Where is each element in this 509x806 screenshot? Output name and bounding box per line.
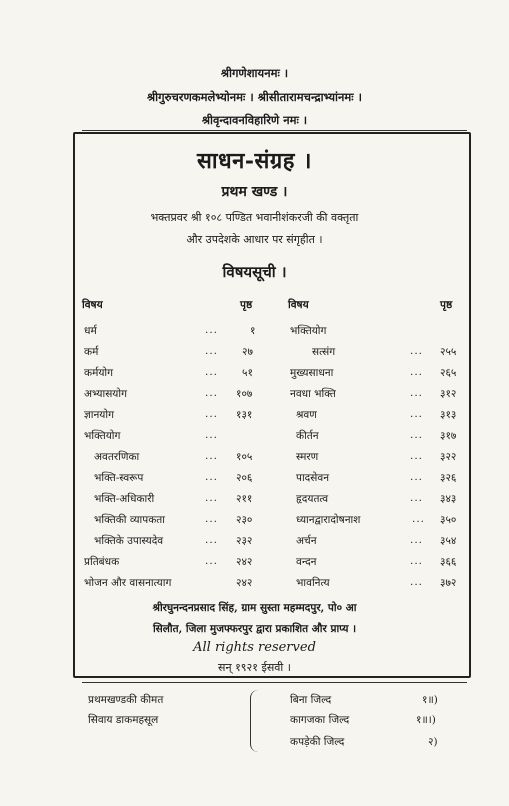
toc-right-leader: ... bbox=[410, 534, 424, 546]
toc-right-page: २५५ bbox=[440, 346, 457, 358]
toc-left-leader: ... bbox=[205, 366, 219, 378]
toc-right-leader: ... bbox=[412, 513, 426, 525]
toc-right-subject: हृदयतत्व bbox=[296, 493, 329, 505]
toc-right-page: ३२६ bbox=[440, 472, 457, 484]
toc-left-leader: ... bbox=[205, 345, 219, 357]
toc-right-leader: ... bbox=[410, 387, 424, 399]
toc-left-page: १०७ bbox=[236, 388, 253, 400]
header-right-subject: विषय bbox=[288, 299, 309, 311]
toc-right-page: ३५० bbox=[440, 514, 457, 526]
binding-price: १॥) bbox=[422, 694, 438, 706]
toc-right-page: ३२२ bbox=[440, 451, 457, 463]
toc-left-leader: ... bbox=[205, 450, 219, 462]
toc-right-leader: ... bbox=[410, 555, 424, 567]
invocation-line-3: श्रीवृन्दावनविहारिणे नमः । bbox=[201, 113, 308, 127]
toc-left-subject: अभ्यासयोग bbox=[84, 388, 128, 400]
toc-left-subject: धर्म bbox=[84, 325, 97, 337]
toc-right-subject: भावनित्य bbox=[296, 577, 330, 589]
publication-year: सन् १९२१ ईसवी । bbox=[218, 661, 291, 674]
price-label-line-2: सिवाय डाकमहसूल bbox=[88, 714, 159, 726]
toc-right-page: ३१३ bbox=[440, 409, 457, 421]
toc-right-page: ३१२ bbox=[440, 388, 457, 400]
toc-left-leader: ... bbox=[205, 429, 219, 441]
header-right-page: पृष्ठ bbox=[440, 299, 453, 311]
binding-option: कपड़ेकी जिल्द bbox=[290, 736, 345, 748]
binding-option: कागजका जिल्द bbox=[290, 714, 350, 726]
toc-left-subject: कर्मयोग bbox=[84, 367, 114, 379]
toc-right-subject: नवधा भक्ति bbox=[290, 388, 336, 400]
toc-left-page: २३० bbox=[236, 514, 253, 526]
toc-left-subject: भक्ति-स्वरूप bbox=[94, 472, 144, 484]
toc-right-subject: भक्तियोग bbox=[290, 325, 327, 337]
volume-label: प्रथम खण्ड । bbox=[221, 184, 288, 200]
bottom-rule bbox=[82, 682, 467, 683]
toc-left-leader: ... bbox=[205, 534, 219, 546]
toc-right-leader: ... bbox=[410, 450, 424, 462]
toc-left-page: ५१ bbox=[242, 367, 253, 379]
toc-left-leader: ... bbox=[205, 387, 219, 399]
toc-right-subject: पादसेवन bbox=[296, 472, 330, 484]
toc-heading: विषयसूची । bbox=[222, 263, 287, 281]
header-left-subject: विषय bbox=[82, 299, 103, 311]
toc-right-subject: अर्चन bbox=[296, 535, 317, 547]
toc-right-leader: ... bbox=[410, 576, 424, 588]
toc-right-leader: ... bbox=[410, 492, 424, 504]
binding-option: बिना जिल्द bbox=[290, 694, 332, 706]
rights-notice: All rights reserved bbox=[193, 640, 316, 655]
toc-left-leader: ... bbox=[205, 324, 219, 336]
toc-right-subject: स्मरण bbox=[296, 451, 319, 463]
toc-left-leader: ... bbox=[205, 513, 219, 525]
toc-right-page: ३७२ bbox=[440, 577, 457, 589]
toc-right-subject: श्रवण bbox=[296, 409, 317, 421]
binding-price: २) bbox=[428, 736, 438, 748]
toc-right-page: ३६६ bbox=[440, 556, 457, 568]
publisher-line-2: सिलौत, जिला मुजफ्फरपुर द्वारा प्रकाशित और प्राप्य । bbox=[152, 623, 357, 635]
binding-price: १॥।) bbox=[416, 714, 436, 726]
description-line-2: और उपदेशके आधार पर संगृहीत । bbox=[186, 233, 323, 246]
toc-right-subject: मुख्यसाधना bbox=[290, 367, 334, 379]
toc-left-page: २७ bbox=[242, 346, 253, 358]
toc-left-subject: भक्तिके उपास्यदेव bbox=[94, 535, 164, 547]
publisher-line-1: श्रीरघुनन्दनप्रसाद सिंह, ग्राम सुस्ता महम्मदपुर, पो० आ bbox=[152, 602, 357, 614]
toc-left-subject: अवतरणिका bbox=[94, 451, 140, 463]
toc-right-subject: कीर्तन bbox=[296, 430, 319, 442]
invocation-line-2: श्रीगुरुचरणकमलेभ्योनमः । श्रीसीतारामचन्द्राभ्यांनमः । bbox=[147, 90, 362, 104]
toc-left-leader: ... bbox=[205, 492, 219, 504]
toc-left-page: १ bbox=[250, 325, 256, 337]
toc-left-subject: कर्म bbox=[84, 346, 99, 358]
toc-right-subject: वन्दन bbox=[296, 556, 317, 568]
toc-right-subject: ध्यानद्वारादोषनाश bbox=[296, 514, 361, 526]
toc-left-page: २०६ bbox=[236, 472, 253, 484]
toc-left-subject: भोजन और वासनात्याग bbox=[84, 577, 172, 589]
toc-left-subject: प्रतिबंधक bbox=[84, 556, 120, 568]
toc-left-page: १३१ bbox=[236, 409, 253, 421]
toc-right-page: २६५ bbox=[440, 367, 457, 379]
toc-left-page: २४२ bbox=[236, 577, 253, 589]
toc-right-leader: ... bbox=[410, 345, 424, 357]
toc-left-leader: ... bbox=[205, 408, 219, 420]
header-left-page: पृष्ठ bbox=[240, 299, 253, 311]
book-title: साधन-संग्रह । bbox=[197, 148, 312, 174]
toc-left-subject: भक्तिकी व्यापकता bbox=[94, 514, 165, 526]
price-brace bbox=[250, 690, 261, 752]
description-line-1: भक्तप्रवर श्री १०८ पण्डित भवानीशंकरजी की वक्तृता bbox=[150, 211, 359, 224]
toc-right-leader: ... bbox=[410, 429, 424, 441]
toc-left-subject: ज्ञानयोग bbox=[84, 409, 114, 421]
toc-right-leader: ... bbox=[410, 366, 424, 378]
price-label-line-1: प्रथमखण्डकी कीमत bbox=[88, 694, 164, 706]
toc-left-subject: भक्तियोग bbox=[84, 430, 121, 442]
toc-left-page: १०५ bbox=[236, 451, 253, 463]
toc-right-page: ३१७ bbox=[440, 430, 457, 442]
toc-right-subject: सत्संग bbox=[312, 346, 336, 358]
toc-left-page: २४२ bbox=[236, 556, 253, 568]
toc-left-leader: ... bbox=[205, 471, 219, 483]
toc-left-page: २११ bbox=[236, 493, 253, 505]
top-rule bbox=[82, 130, 467, 131]
toc-right-page: ३५४ bbox=[440, 535, 457, 547]
toc-left-page: २३२ bbox=[236, 535, 253, 547]
toc-right-leader: ... bbox=[410, 471, 424, 483]
toc-right-leader: ... bbox=[410, 408, 424, 420]
toc-left-subject: भक्ति-अधिकारी bbox=[94, 493, 155, 505]
toc-right-page: ३४३ bbox=[440, 493, 457, 505]
toc-left-leader: ... bbox=[205, 555, 219, 567]
invocation-line-1: श्रीगणेशायनमः । bbox=[220, 66, 289, 80]
